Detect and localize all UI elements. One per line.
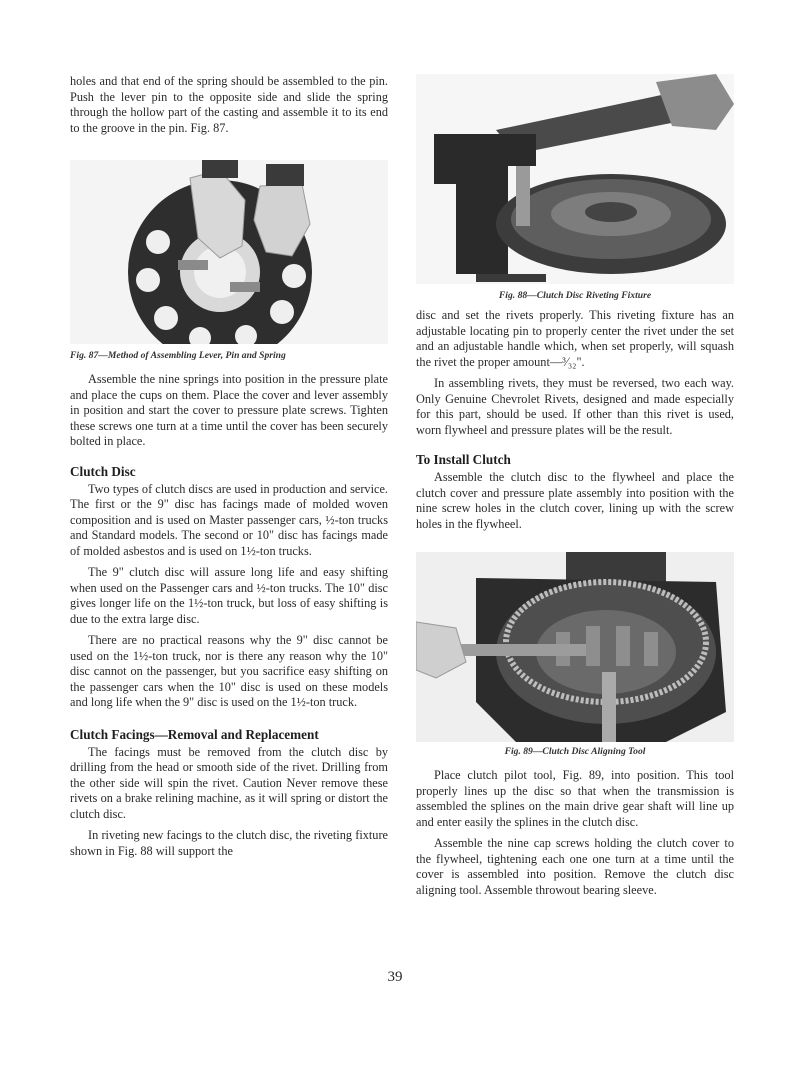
right-paragraph-2: In assembling rivets, they must be reversed, two each way. Only Genuine Chevrolet Rivets, designed and made especially for this part, should be used. If other than this rivet is used, worn flywheel and pressure plates will be the result.: [416, 376, 734, 437]
left-paragraph-2: Assemble the nine springs into position in the pressure plate and place the cups on them. Place the cover and lever assembly in position and start the cover to pressure plate screws. Tighten these screws one turn at a time until the cover has been securely bolted in place.: [70, 372, 388, 448]
fig89-caption: Fig. 89—Clutch Disc Aligning Tool: [504, 746, 646, 757]
left-paragraph-4: The 9" clutch disc will assure long life and easy shifting when used on the Passenger cars and ½-ton trucks. The 10" disc gives longer life on the 1½-ton truck, but loss of easy shifting is due to the extra large disc.: [70, 565, 388, 626]
right-paragraph-5: Assemble the nine cap screws holding the clutch cover to the flywheel, tightening each one one turn at a time until the cover is assembled into position. Remove the clutch disc aligning tool. Assemble throwout bearing sleeve.: [416, 836, 734, 897]
fig88-caption: Fig. 88—Clutch Disc Riveting Fixture: [498, 290, 652, 301]
right-paragraph-1: disc and set the rivets properly. This riveting fixture has an adjustable locating pin to properly center the rivet under the set and an adjustable handle which, when set properly, will squash the rivet the proper amount—³⁄₃₂".: [416, 308, 734, 369]
heading-clutch-facings: Clutch Facings—Removal and Replacement: [70, 726, 319, 742]
left-column: [70, 74, 388, 859]
left-paragraph-7: In riveting new facings to the clutch disc, the riveting fixture shown in Fig. 88 will support the: [70, 828, 388, 858]
heading-clutch-disc: Clutch Disc: [70, 463, 136, 479]
right-paragraph-3: Assemble the clutch disc to the flywheel and place the clutch cover and pressure plate assembly into position with the nine screw holes in the clutch cover, lining up with the screw holes in the flywheel.: [416, 470, 734, 531]
left-paragraph-3: Two types of clutch discs are used in production and service. The first or the 9" disc has facings made of molded woven composition and is used on Master passenger cars, ½-ton trucks and Standard models. The second or 10" disc has facings made of molded asbestos and is used on 1½-ton trucks.: [70, 481, 388, 558]
fig87-caption: Fig. 87—Method of Assembling Lever, Pin and Spring: [70, 350, 286, 361]
heading-install-clutch: To Install Clutch: [416, 452, 511, 467]
left-paragraph-1: holes and that end of the spring should be assembled to the pin. Push the lever pin to the opposite side and slide the spring through the hollow part of the casting and assemble it to its end to the groove in the pin. Fig. 87.: [70, 74, 388, 135]
page-number: 39: [387, 969, 403, 985]
right-paragraph-4: Place clutch pilot tool, Fig. 89, into position. This tool properly lines up the disc so that when the transmission is assembled the splines on the main drive gear shaft will line up and enter easily the splines in the clutch disc.: [416, 768, 734, 829]
left-paragraph-5: There are no practical reasons why the 9" disc cannot be used on the 1½-ton truck, nor is there any reason why the 10" disc cannot on the passenger, but you sacrifice easy shifting on the passenger cars when the 10" disc is used on these models and long life when the 9" disc is used on the 1½-ton truck.: [70, 633, 388, 709]
fig88-photo: [416, 74, 734, 284]
fig87-photo: [70, 160, 388, 344]
right-column: [416, 74, 734, 898]
fig89-photo: [416, 552, 734, 742]
left-paragraph-6: The facings must be removed from the clutch disc by drilling from the head or smooth side of the rivet. Drilling from the other side will spin the rivet. Caution Never remove these rivets on a brake relining machine, as it will spring or distort the clutch disc.: [70, 744, 388, 821]
